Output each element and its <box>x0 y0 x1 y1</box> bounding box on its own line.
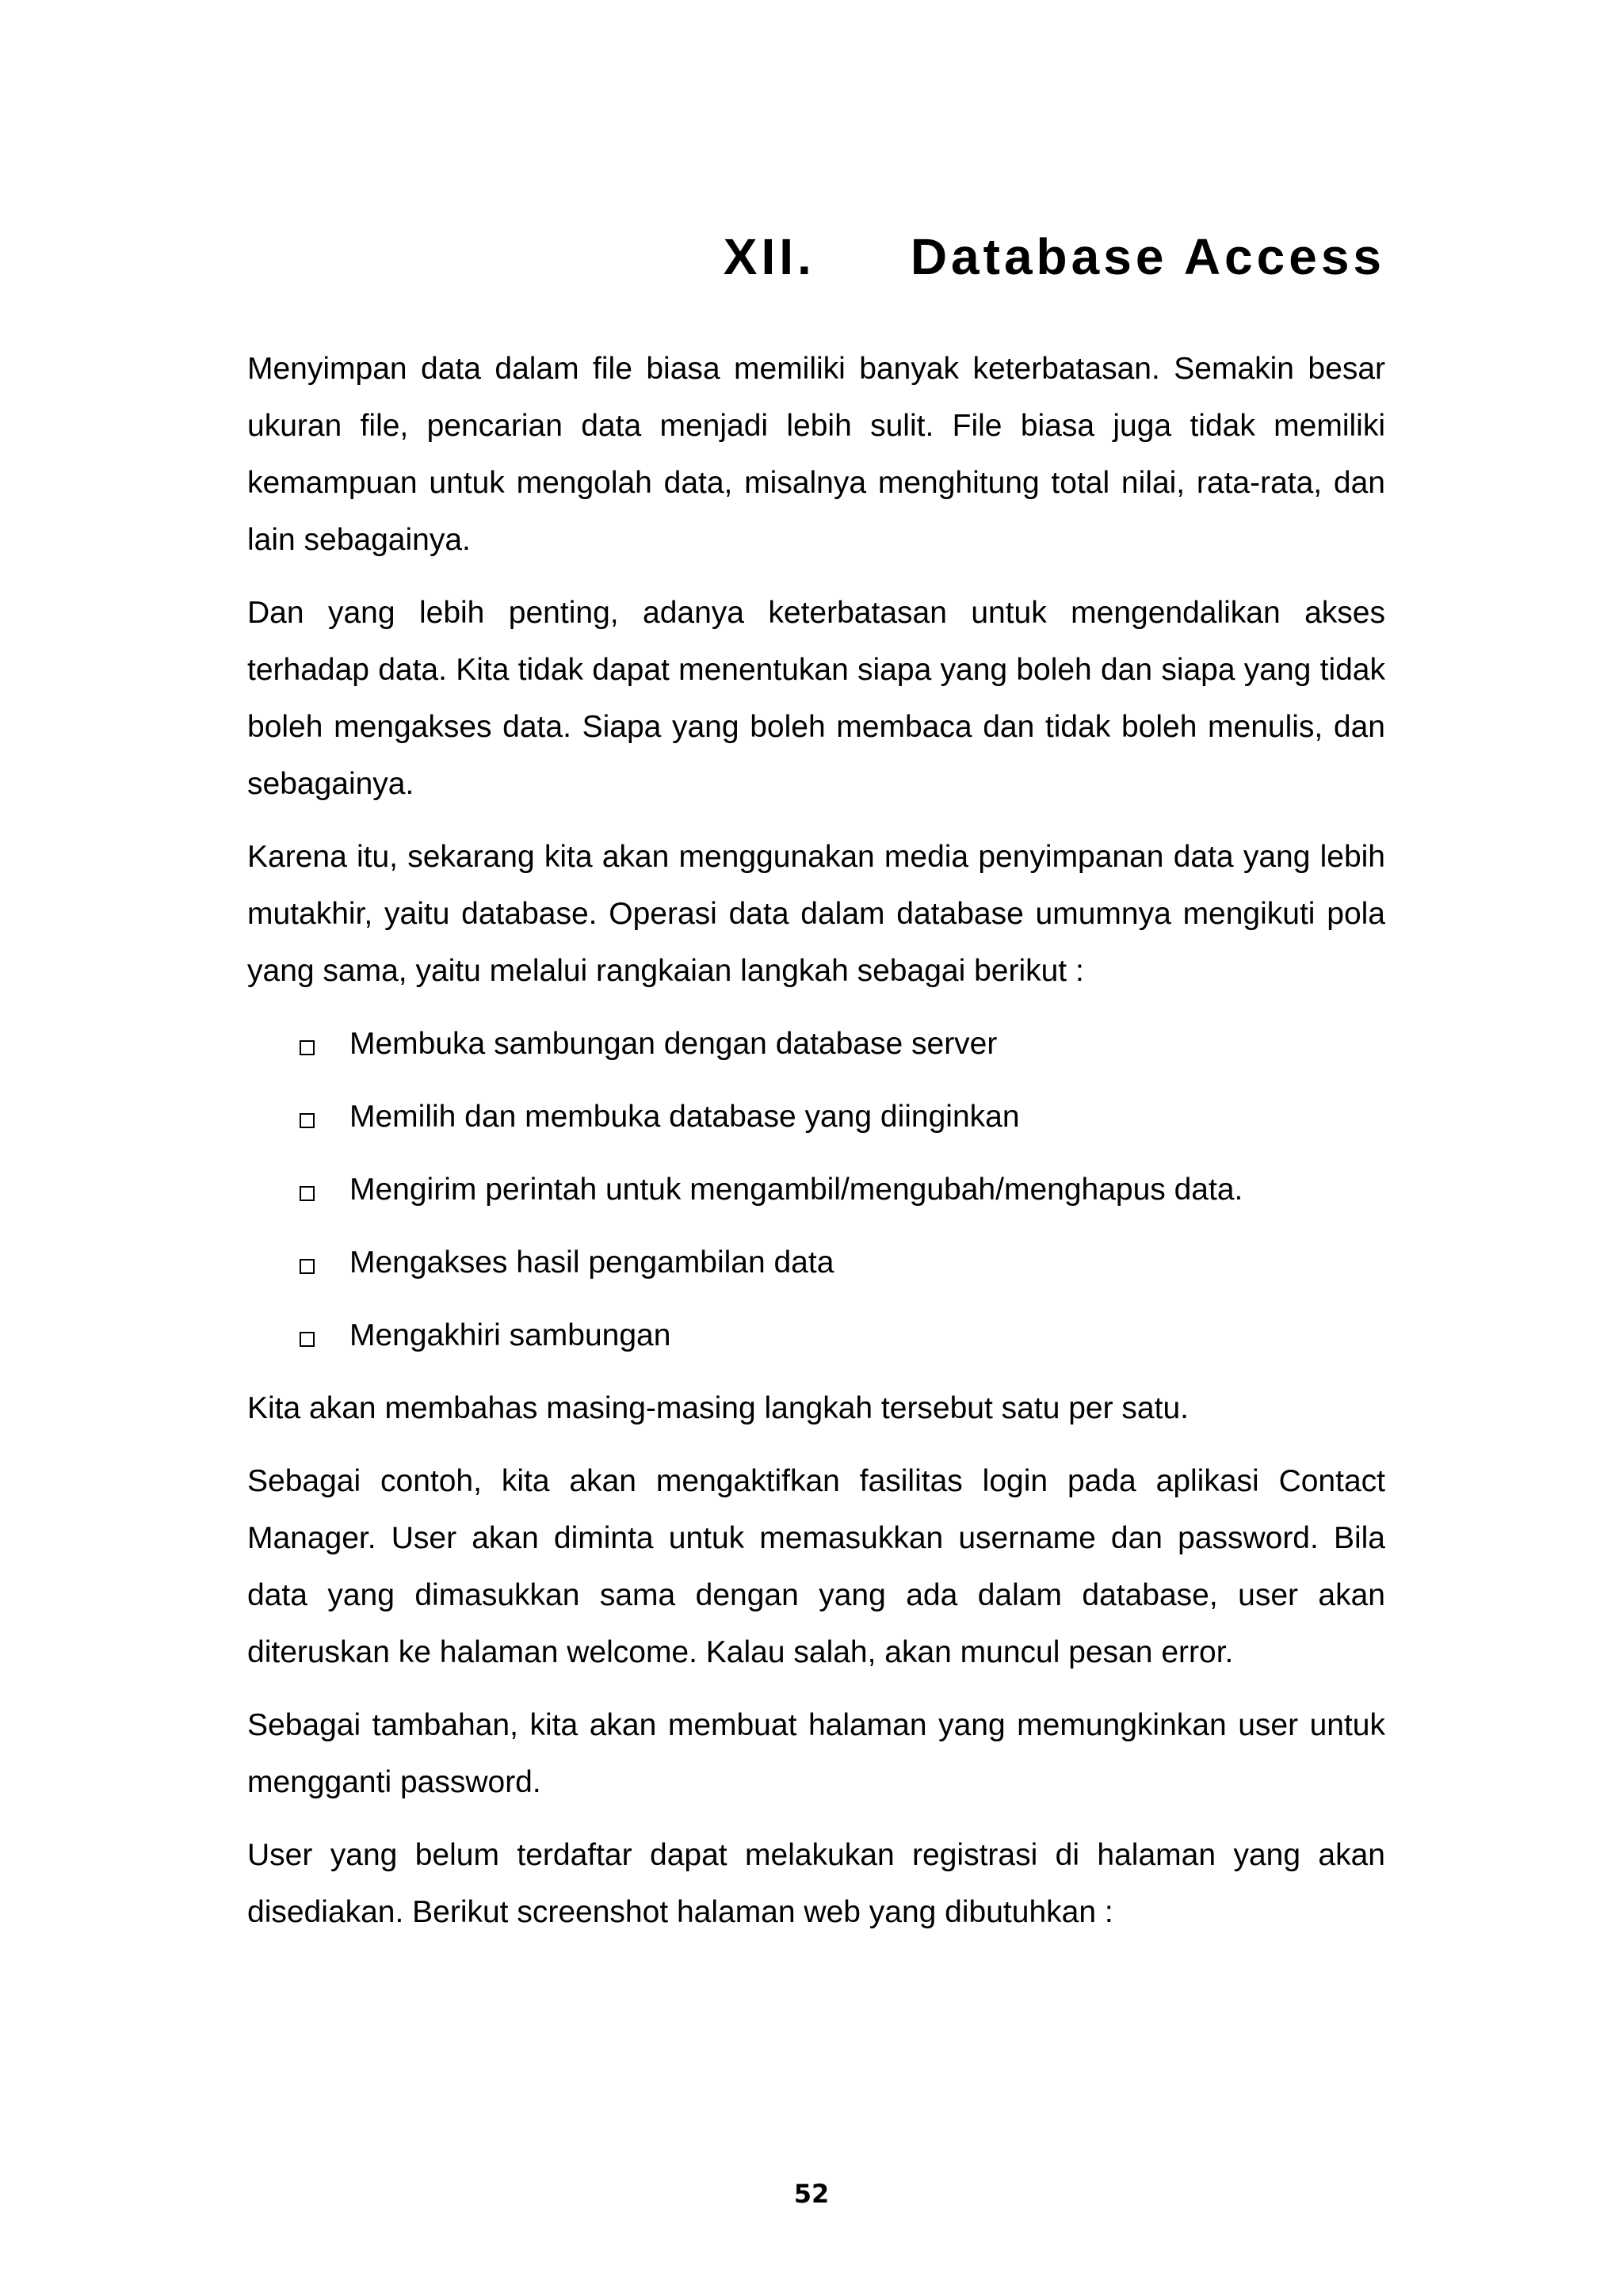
list-item-text: Mengakhiri sambungan <box>349 1318 671 1352</box>
list-item <box>247 1307 1385 1364</box>
paragraph-login-example: Sebagai contoh, kita akan mengaktifkan fasilitas login pada aplikasi Contact Manager. User akan diminta untuk memasukkan username dan password. Bila data yang dimasukkan sama dengan yang ada dalam database, user akan diteruskan ke halaman welcome. Kalau salah, akan muncul pesan error. <box>247 1464 1385 1669</box>
list-item-text: Membuka sambungan dengan database server <box>349 1027 998 1061</box>
paragraph-file-limitations: Menyimpan data dalam file biasa memiliki banyak keterbatasan. Semakin besar ukuran file, pencarian data menjadi lebih sulit. File biasa juga tidak memiliki kemampuan untuk mengolah data, misalnya menghitung total nilai, rata-rata, dan lain sebagainya. <box>247 352 1385 557</box>
checkbox-bullet-icon <box>300 1259 315 1274</box>
paragraph-change-password: Sebagai tambahan, kita akan membuat halaman yang memungkinkan user untuk mengganti password. <box>247 1708 1385 1799</box>
paragraph-access-control: Dan yang lebih penting, adanya keterbatasan untuk mengendalikan akses terhadap data. Kita tidak dapat menentukan siapa yang boleh dan siapa yang tidak boleh mengakses data. Siapa yang boleh membaca dan tidak boleh menulis, dan sebagainya. <box>247 596 1385 801</box>
paragraph-registration: User yang belum terdaftar dapat melakukan registrasi di halaman yang akan disediakan. Berikut screenshot halaman web yang dibutuhkan : <box>247 1838 1385 1929</box>
list-item <box>247 1161 1385 1219</box>
page-number: 52 <box>793 2179 830 2209</box>
checkbox-bullet-icon <box>300 1040 315 1055</box>
checkbox-bullet-icon <box>300 1186 315 1201</box>
list-item <box>247 1016 1385 1073</box>
checkbox-bullet-icon <box>300 1113 315 1128</box>
chapter-heading <box>247 228 1385 285</box>
list-item <box>247 1234 1385 1291</box>
list-item-text: Mengakses hasil pengambilan data <box>349 1245 834 1280</box>
list-item <box>247 1089 1385 1146</box>
list-item-text: Mengirim perintah untuk mengambil/mengubah/menghapus data. <box>349 1173 1243 1207</box>
chapter-number: XII. <box>723 228 815 285</box>
paragraph-database-intro: Karena itu, sekarang kita akan menggunakan media penyimpanan data yang lebih mutakhir, yaitu database. Operasi data dalam database umumnya mengikuti pola yang sama, yaitu melalui rangkaian langkah sebagai berikut : <box>247 840 1385 988</box>
checkbox-bullet-icon <box>300 1332 315 1347</box>
list-item-text: Memilih dan membuka database yang diinginkan <box>349 1100 1020 1134</box>
body-text <box>247 341 1385 1957</box>
chapter-title: Database Access <box>910 228 1385 285</box>
database-steps-list <box>247 1016 1385 1364</box>
paragraph-steps-outline: Kita akan membahas masing-masing langkah tersebut satu per satu. <box>247 1391 1189 1425</box>
